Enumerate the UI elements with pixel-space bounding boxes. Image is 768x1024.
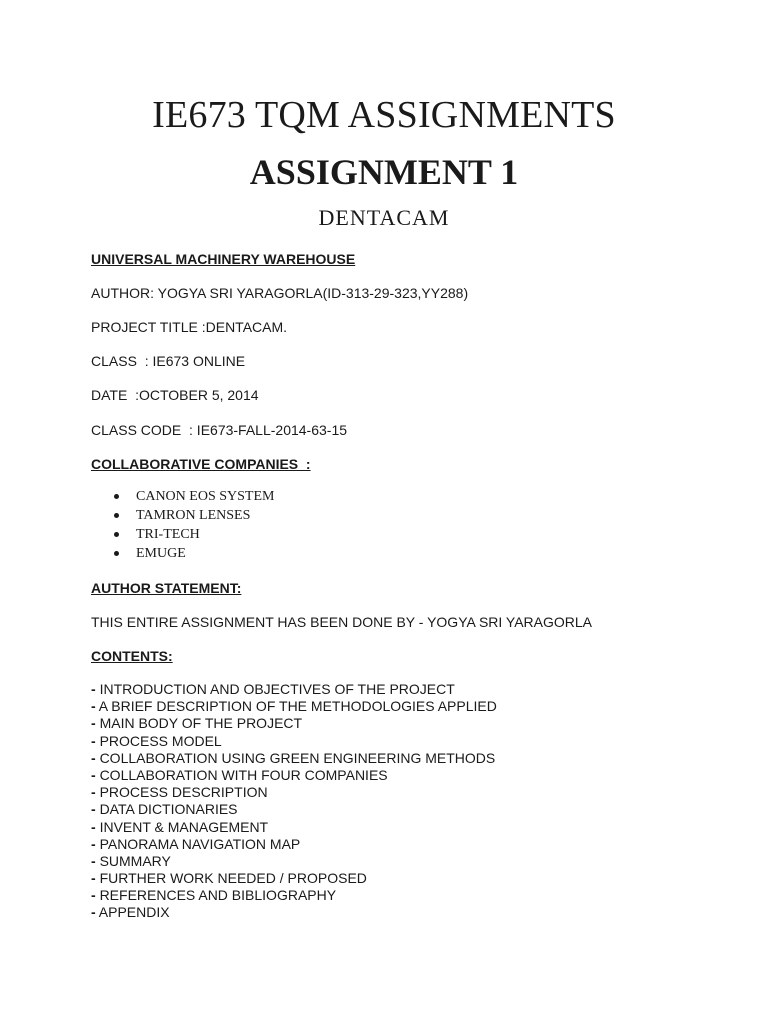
- bullet-icon: [114, 532, 119, 537]
- dash-marker: -: [91, 784, 96, 801]
- list-item: [91, 681, 497, 698]
- dash-marker: -: [91, 749, 96, 766]
- dash-marker: -: [91, 887, 96, 904]
- company-name: UNIVERSAL MACHINERY WAREHOUSE: [91, 251, 356, 267]
- list-item: [91, 801, 497, 818]
- list-item: [91, 750, 497, 767]
- list-item: [91, 506, 274, 525]
- dash-marker: -: [91, 698, 96, 715]
- company-item-label: TAMRON LENSES: [136, 508, 251, 523]
- dash-marker: -: [91, 904, 96, 921]
- dash-marker: -: [91, 835, 96, 852]
- contents-item-label: INVENT & MANAGEMENT: [99, 818, 269, 835]
- list-item: [91, 904, 497, 921]
- document-title: IE673 TQM ASSIGNMENTS: [152, 94, 616, 136]
- class-code-line: CLASS CODE : IE673-FALL-2014-63-15: [91, 422, 348, 438]
- author-line: AUTHOR: YOGYA SRI YARAGORLA(ID-313-29-323,YY288): [91, 285, 469, 301]
- list-item: [91, 836, 497, 853]
- contents-item-label: COLLABORATION WITH FOUR COMPANIES: [99, 766, 388, 783]
- contents-item-label: REFERENCES AND BIBLIOGRAPHY: [99, 887, 337, 904]
- contents-item-label: A BRIEF DESCRIPTION OF THE METHODOLOGIES APPLIED: [98, 698, 497, 715]
- bullet-icon: [114, 551, 119, 556]
- contents-item-label: PANORAMA NAVIGATION MAP: [99, 835, 301, 852]
- list-item: [91, 698, 497, 715]
- contents-item-label: MAIN BODY OF THE PROJECT: [99, 715, 303, 732]
- dash-marker: -: [91, 766, 96, 783]
- dash-marker: -: [91, 715, 96, 732]
- contents-item-label: PROCESS MODEL: [99, 732, 222, 749]
- list-item: [91, 887, 497, 904]
- list-item: [91, 525, 274, 544]
- author-statement-text: THIS ENTIRE ASSIGNMENT HAS BEEN DONE BY - YOGYA SRI YARAGORLA: [91, 614, 593, 630]
- list-item: [91, 784, 497, 801]
- company-item-label: CANON EOS SYSTEM: [136, 489, 275, 504]
- list-item: [91, 853, 497, 870]
- contents-heading: CONTENTS:: [91, 648, 173, 664]
- collaborative-companies-list: [91, 487, 274, 563]
- dash-marker: -: [91, 818, 96, 835]
- list-item: [91, 767, 497, 784]
- project-title-line: PROJECT TITLE :DENTACAM.: [91, 319, 288, 335]
- contents-item-label: SUMMARY: [99, 852, 171, 869]
- dash-marker: -: [91, 732, 96, 749]
- contents-item-label: PROCESS DESCRIPTION: [99, 784, 268, 801]
- dash-marker: -: [91, 801, 96, 818]
- contents-list: [91, 681, 497, 922]
- author-statement-heading: AUTHOR STATEMENT:: [91, 580, 242, 596]
- company-item-label: EMUGE: [136, 546, 186, 561]
- project-subtitle: DENTACAM: [318, 205, 450, 230]
- bullet-icon: [114, 513, 119, 518]
- list-item: [91, 870, 497, 887]
- contents-item-label: COLLABORATION USING GREEN ENGINEERING METHODS: [99, 749, 496, 766]
- collaborative-companies-heading: COLLABORATIVE COMPANIES :: [91, 456, 311, 472]
- assignment-heading: ASSIGNMENT 1: [249, 152, 519, 192]
- list-item: [91, 733, 497, 750]
- bullet-icon: [114, 494, 119, 499]
- list-item: [91, 819, 497, 836]
- contents-item-label: FURTHER WORK NEEDED / PROPOSED: [99, 870, 367, 887]
- list-item: [91, 487, 274, 506]
- contents-item-label: DATA DICTIONARIES: [99, 801, 238, 818]
- dash-marker: -: [91, 681, 96, 697]
- list-item: [91, 715, 497, 732]
- class-line: CLASS : IE673 ONLINE: [91, 353, 246, 369]
- list-item: [91, 544, 274, 563]
- contents-item-label: APPENDIX: [98, 904, 170, 921]
- company-item-label: TRI-TECH: [136, 527, 200, 542]
- date-line: DATE :OCTOBER 5, 2014: [91, 387, 259, 403]
- contents-item-label: INTRODUCTION AND OBJECTIVES OF THE PROJECT: [99, 681, 455, 697]
- dash-marker: -: [91, 870, 96, 887]
- dash-marker: -: [91, 852, 96, 869]
